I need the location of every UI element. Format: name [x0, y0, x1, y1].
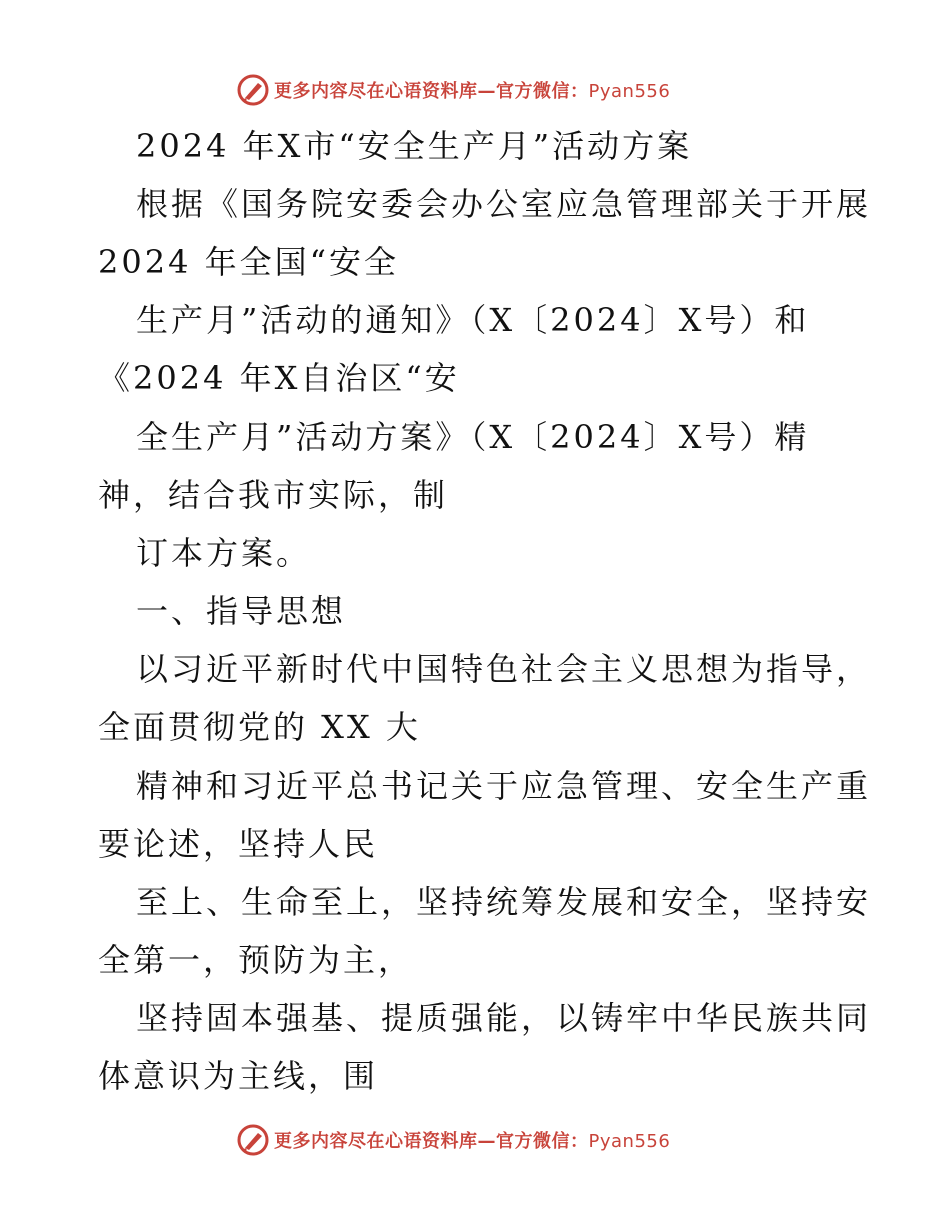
paragraph-line: 至上、生命至上，坚持统筹发展和安全，坚持安	[136, 883, 872, 921]
paragraph-line: 全生产月”活动方案》（X〔2024〕X号）精	[136, 418, 810, 456]
pen-logo-icon	[236, 1123, 270, 1157]
paragraph-line: 精神和习近平总书记关于应急管理、安全生产重	[136, 767, 872, 805]
paragraph-line: 神，结合我市实际，制	[98, 476, 449, 514]
paragraph-line: 以习近平新时代中国特色社会主义思想为指导，	[136, 650, 872, 688]
paragraph-line: 要论述，坚持人民	[98, 825, 379, 863]
paragraph-line: 《2024 年X自治区“安	[98, 359, 460, 397]
watermark-text: 更多内容尽在心语资料库—官方微信：Pyan556	[274, 81, 671, 102]
section-heading: 一、指导思想	[136, 592, 347, 630]
watermark-footer	[236, 1122, 670, 1158]
paragraph-line: 订本方案。	[136, 534, 312, 572]
watermark-text: 更多内容尽在心语资料库—官方微信：Pyan556	[274, 1131, 671, 1152]
paragraph-line: 根据《国务院安委会办公室应急管理部关于开展	[136, 185, 872, 223]
paragraph-line: 2024 年全国“安全	[98, 243, 399, 281]
document-title: 2024 年X市“安全生产月”活动方案	[136, 127, 693, 165]
paragraph-line: 生产月”活动的通知》（X〔2024〕X号）和	[136, 301, 810, 339]
paragraph-line: 全面贯彻党的 XX 大	[98, 708, 421, 746]
paragraph-line: 全第一，预防为主，	[98, 941, 414, 979]
paragraph-line: 坚持固本强基、提质强能，以铸牢中华民族共同	[136, 999, 872, 1037]
paragraph-line: 体意识为主线，围	[98, 1057, 379, 1095]
